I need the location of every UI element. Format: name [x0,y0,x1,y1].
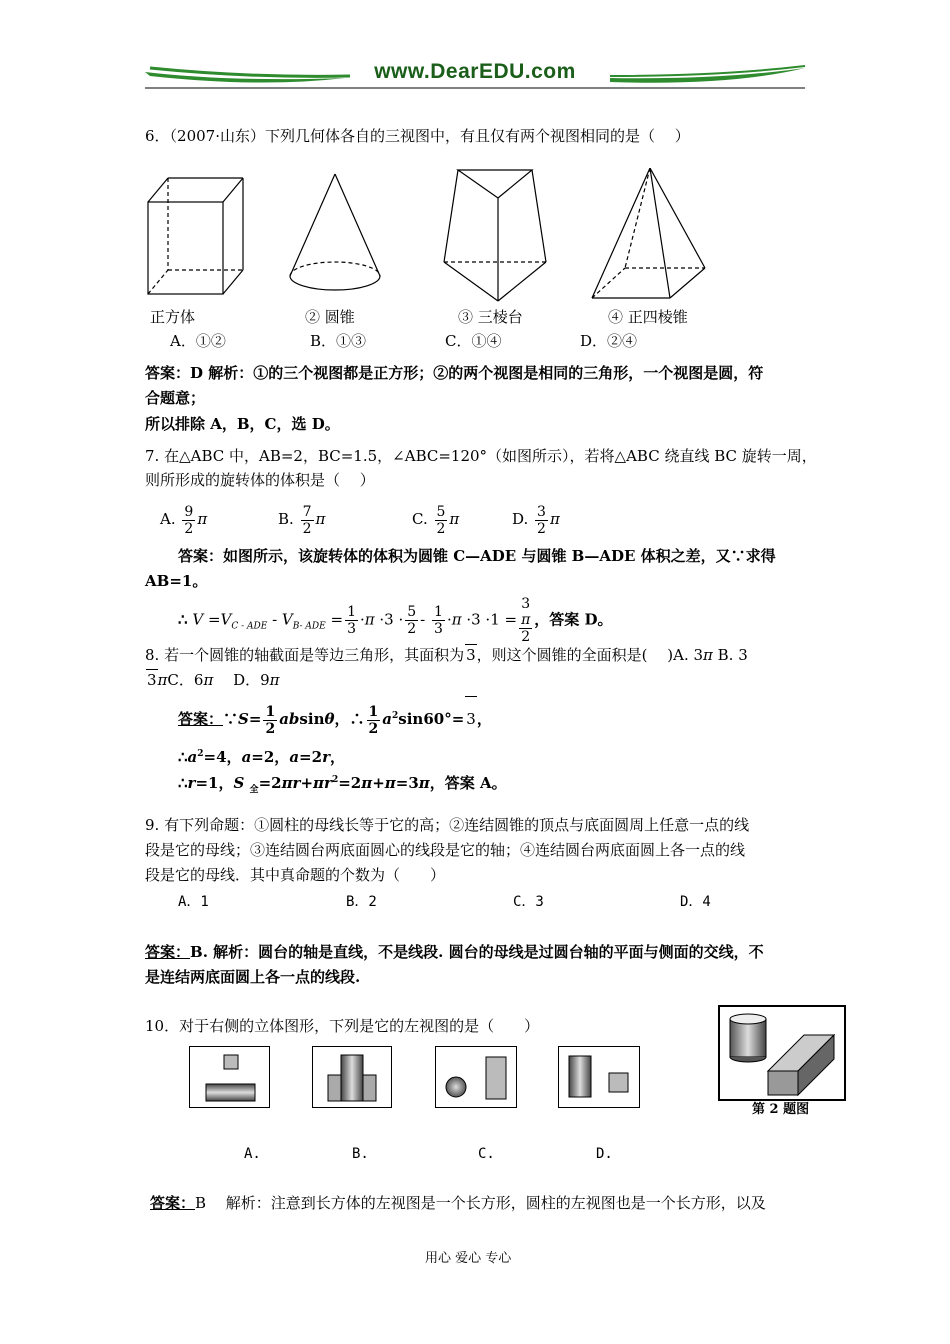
cube-shape [148,178,243,294]
q10-option-a-figure [189,1046,270,1108]
option-a-view [190,1047,269,1107]
q6-label-pyramid: ④ 正四棱锥 [608,308,688,326]
fraction: $\frac{7}{2}$ [302,503,312,537]
q6-answer-line1: 答案：D 解析：①的三个视图都是正方形；②的两个视图是相同的三角形，一个视图是圆，符 [145,364,764,382]
q6-option-c: C．①④ [445,332,502,350]
q10-option-b-figure [312,1046,392,1108]
option-label: A. [160,510,176,528]
option-label: C. [412,510,428,528]
option-c-view [436,1047,516,1107]
q8-answer-line2: $\therefore a^2=4$，a=2，a=2r， [178,748,345,766]
fraction: $\frac{3}{2}$ [537,503,546,537]
q10-option-a: A. [244,1146,261,1162]
frustum-shape [444,170,546,301]
q10-option-d-figure [558,1046,640,1108]
q9-line2: 段是它的母线；③连结圆台两底面圆心的线段是它的轴；④连结圆台两底面圆上各一点的线 [145,841,746,859]
q10-option-c-figure [435,1046,517,1108]
answer-label: 答案： [150,1194,196,1212]
answer-label: 答案： [145,943,191,961]
q6-label-frustum: ③ 三棱台 [458,308,523,326]
cylinder-and-cuboid-graphic [720,1007,844,1099]
q9-answer-line1: 答案：B. 解析：圆台的轴是直线，不是线段. 圆台的母线是过圆台轴的平面与侧面的交线，不 [145,943,764,961]
answer-label: 答案： [178,710,224,728]
q8-line1: 8. 若一个圆锥的轴截面是等边三角形，其面积为 3，则这个圆锥的全面积是( )A. 3π B. 3 [145,646,748,664]
q7-answer-line2: AB=1。 [145,572,208,590]
option-label: B. [278,510,294,528]
option-label: D. [512,510,529,528]
q7-answer-line1: 答案：如图所示，该旋转体的体积为圆锥 C—ADE 与圆锥 B—ADE 体积之差，又∵求得 [178,547,776,565]
q10-figure-caption: 第 2 题图 [752,1102,810,1117]
q9-option-d: D．4 [680,894,711,910]
q7-option-d: D. $\frac{3}{2}$ π [512,503,560,537]
q8-answer-line1: 答案：∵S= $\frac{1}{2}$ absinθ，∴ $\frac{1}{2}$ $a^2\sin 60^\circ= 3$， [178,694,492,738]
q6-option-a: A．①② [170,332,226,350]
q7-line1: 7. 在△ABC 中，AB=2，BC=1.5，∠ABC=120°（如图所示），若将△ABC 绕直线 BC 旋转一周， [145,447,817,465]
q6-label-cone: ② 圆锥 [305,308,355,326]
q6-answer-line2: 合题意； [145,389,206,407]
q7-formula-answer: ，答案 D。 [534,610,613,629]
q7-line2: 则所形成的旋转体的体积是（ ） [145,471,375,489]
solid-figures-graphic [140,168,710,303]
q7-formula: ∴ $V =V_{C - ADE} - V_{B- ADE}$ = $\frac{1}{3}$ ·π ·3 · $\frac{5}{2}$ - $\frac{1}{3}$ ·π ·3 ·1 = 3 π 2 ，答案 D。 [178,596,613,645]
option-b-view [313,1047,391,1107]
q10-stem: 10．对于右侧的立体图形，下列是它的左视图的是（ ） [145,1017,540,1035]
q10-option-c: C. [478,1146,495,1162]
header-banner [140,58,810,94]
pyramid-shape [592,168,705,298]
q7-option-c: C. $\frac{5}{2}$ π [412,503,460,537]
q9-option-c: C．3 [513,894,544,910]
q6-stem: 6．（2007·山东）下列几何体各自的三视图中，有且仅有两个视图相同的是（ ） [145,127,690,145]
q6-answer-line3: 所以排除 A，B，C，选 D。 [145,415,340,433]
q9-option-b: B．2 [346,894,377,910]
fraction: $\frac{5}{2}$ [436,503,446,537]
page-footer: 用心 爱心 专心 [425,1251,512,1266]
q7-option-a: A. $\frac{9}{2}$ π [160,503,208,537]
q6-option-b: B．①③ [310,332,367,350]
fraction: $\frac{9}{2}$ [184,503,194,537]
option-d-view [559,1047,639,1107]
q7-option-b: B. $\frac{7}{2}$ π [278,503,326,537]
q9-answer-line2: 是连结两底面圆上各一点的线段. [145,968,361,986]
q9-option-a: A．1 [178,894,209,910]
q10-option-b: B. [352,1146,369,1162]
cone-shape [290,174,380,290]
q8-line2: 3πC．6π D．9π [147,671,280,689]
q10-answer-line1: 答案：B 解析：注意到长方体的左视图是一个长方形，圆柱的左视图也是一个长方形，以及 [150,1194,766,1212]
q10-figure-box [718,1005,846,1101]
q10-option-d: D. [596,1146,613,1162]
q6-label-cube: 正方体 [150,308,196,326]
q8-answer-line3: ∴r=1，S $_全=2\pi r+\pi r^2=2\pi+\pi=3\pi$，答案 A。 [178,774,507,795]
q6-figures [140,168,710,303]
q9-line1: 9. 有下列命题：①圆柱的母线长等于它的高；②连结圆锥的顶点与底面圆周上任意一点的线 [145,816,750,834]
site-logo-text[interactable]: www.DearEDU.com [374,60,576,83]
q9-line3: 段是它的母线．其中真命题的个数为（ ） [145,866,446,884]
q6-option-d: D．②④ [580,332,638,350]
